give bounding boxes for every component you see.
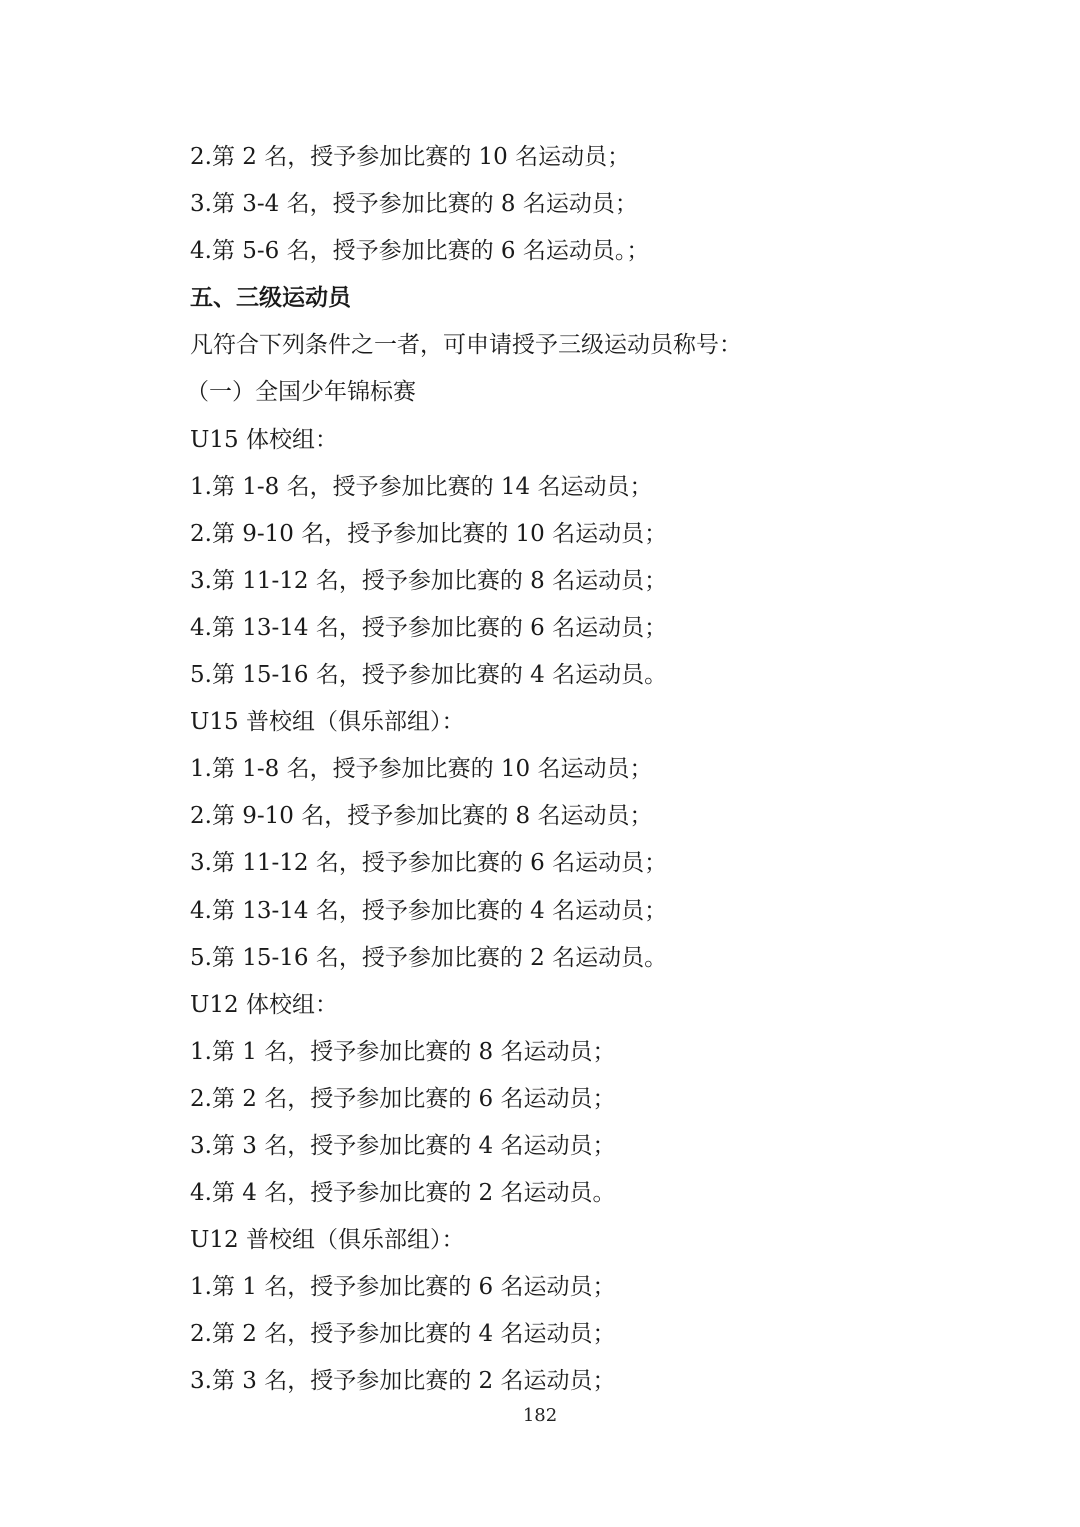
text-line: 3.第 11-12 名，授予参加比赛的 6 名运动员； bbox=[190, 850, 668, 877]
text-line: 4.第 4 名，授予参加比赛的 2 名运动员。 bbox=[190, 1180, 616, 1207]
document-body bbox=[186, 134, 1010, 1406]
text-line: 4.第 5-6 名，授予参加比赛的 6 名运动员。； bbox=[190, 238, 650, 265]
text-line: 4.第 13-14 名，授予参加比赛的 6 名运动员； bbox=[190, 614, 668, 641]
text-line: 4.第 13-14 名，授予参加比赛的 4 名运动员； bbox=[190, 897, 668, 924]
page-number: 182 bbox=[522, 1405, 558, 1426]
text-line: 2.第 9-10 名，授予参加比赛的 10 名运动员； bbox=[190, 520, 668, 547]
section-heading: 五、三级运动员 bbox=[190, 285, 351, 312]
text-line: 3.第 3-4 名，授予参加比赛的 8 名运动员； bbox=[190, 191, 638, 218]
text-line: 1.第 1 名，授予参加比赛的 6 名运动员； bbox=[190, 1274, 616, 1301]
text-line: U12 普校组（俱乐部组）： bbox=[190, 1227, 465, 1254]
text-line: 3.第 11-12 名，授予参加比赛的 8 名运动员； bbox=[190, 567, 668, 594]
text-line: 2.第 2 名，授予参加比赛的 10 名运动员； bbox=[190, 144, 631, 170]
text-line: 1.第 1-8 名，授予参加比赛的 10 名运动员； bbox=[190, 756, 653, 783]
text-line: 3.第 3 名，授予参加比赛的 2 名运动员； bbox=[190, 1368, 616, 1395]
text-line: 1.第 1-8 名，授予参加比赛的 14 名运动员； bbox=[190, 473, 653, 500]
text-line: 凡符合下列条件之一者，可申请授予三级运动员称号： bbox=[190, 332, 742, 359]
subsection-heading: （一）全国少年锦标赛 bbox=[186, 379, 416, 406]
text-line: U15 普校组（俱乐部组）： bbox=[190, 709, 465, 736]
text-line: 2.第 2 名，授予参加比赛的 6 名运动员； bbox=[190, 1085, 616, 1112]
text-line: U12 体校组： bbox=[190, 991, 338, 1018]
text-line: 1.第 1 名，授予参加比赛的 8 名运动员； bbox=[190, 1038, 616, 1065]
text-line: 2.第 2 名，授予参加比赛的 4 名运动员； bbox=[190, 1321, 616, 1348]
text-line: 3.第 3 名，授予参加比赛的 4 名运动员； bbox=[190, 1132, 616, 1159]
text-line: 5.第 15-16 名，授予参加比赛的 4 名运动员。 bbox=[190, 662, 668, 689]
text-line: 2.第 9-10 名，授予参加比赛的 8 名运动员； bbox=[190, 803, 653, 830]
text-line: U15 体校组： bbox=[190, 426, 338, 453]
text-line: 5.第 15-16 名，授予参加比赛的 2 名运动员。 bbox=[190, 944, 668, 971]
